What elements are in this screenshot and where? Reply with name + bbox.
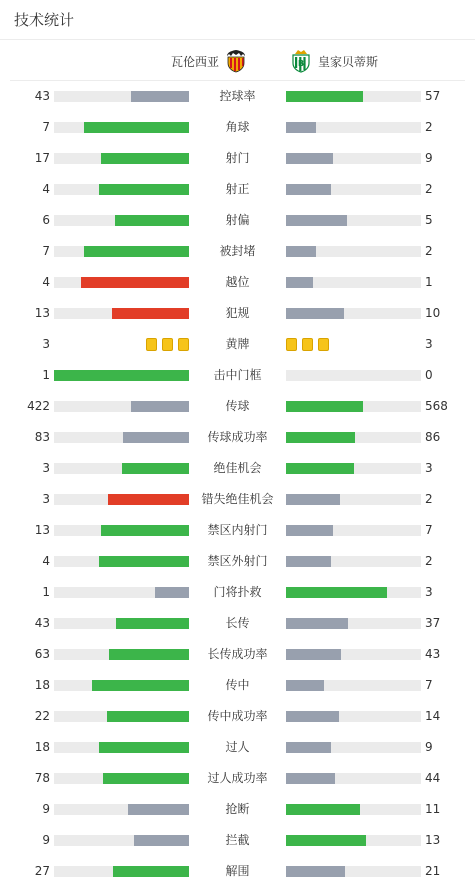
- away-value: 3: [425, 461, 433, 475]
- teams-header: [10, 41, 465, 81]
- yellow-card-icon: [318, 338, 329, 351]
- home-bar-fill: [99, 556, 189, 567]
- away-value: 43: [425, 647, 441, 661]
- away-value: 1: [425, 275, 433, 289]
- away-value: 9: [425, 740, 433, 754]
- stat-label: 黄牌: [225, 337, 250, 351]
- away-bar-fill: [286, 122, 316, 133]
- home-value: 1: [42, 368, 50, 382]
- away-bar-fill: [286, 463, 354, 474]
- home-value: 43: [34, 89, 50, 103]
- home-bar-track: [54, 246, 189, 257]
- stat-label: 拦截: [225, 833, 250, 847]
- home-bar-track: [54, 680, 189, 691]
- away-bar-track: [286, 277, 421, 288]
- stat-row: [0, 298, 475, 329]
- away-bar-track: [286, 835, 421, 846]
- stat-label: 绝佳机会: [213, 461, 262, 475]
- away-value: 2: [425, 120, 433, 134]
- home-bar-fill: [128, 804, 189, 815]
- away-yellow-cards: [286, 338, 329, 351]
- home-value: 17: [34, 151, 50, 165]
- home-bar-track: [54, 804, 189, 815]
- away-bar-fill: [286, 587, 387, 598]
- home-bar-track: [54, 618, 189, 629]
- stat-row: [0, 732, 475, 763]
- home-bar-track: [54, 153, 189, 164]
- away-bar-fill: [286, 835, 366, 846]
- stat-row: [0, 577, 475, 608]
- home-value: 63: [34, 647, 50, 661]
- home-bar-track: [54, 122, 189, 133]
- away-team[interactable]: [290, 47, 378, 75]
- stat-row: [0, 174, 475, 205]
- away-bar-track: [286, 494, 421, 505]
- home-bar-fill: [115, 215, 189, 226]
- stat-row: [0, 143, 475, 174]
- home-value: 18: [34, 740, 50, 754]
- stat-label: 击中门框: [213, 368, 262, 382]
- away-value: 10: [425, 306, 441, 320]
- home-bar-track: [54, 91, 189, 102]
- stat-label: 长传: [225, 616, 250, 630]
- stat-label: 传球成功率: [207, 430, 268, 444]
- away-bar-fill: [286, 866, 345, 877]
- home-value: 9: [42, 833, 50, 847]
- away-bar-track: [286, 91, 421, 102]
- stat-label: 抢断: [225, 802, 250, 816]
- away-value: 2: [425, 182, 433, 196]
- home-bar-track: [54, 711, 189, 722]
- away-bar-fill: [286, 680, 324, 691]
- home-bar-fill: [131, 401, 189, 412]
- home-value: 1: [42, 585, 50, 599]
- home-bar-track: [54, 649, 189, 660]
- betis-crest-icon: [290, 49, 312, 73]
- stat-label: 禁区外射门: [207, 554, 268, 568]
- svg-text:B: B: [297, 59, 305, 68]
- away-bar-track: [286, 804, 421, 815]
- home-yellow-cards: [146, 338, 189, 351]
- away-bar-track: [286, 246, 421, 257]
- away-value: 7: [425, 678, 433, 692]
- stat-label: 犯规: [225, 306, 250, 320]
- away-bar-fill: [286, 618, 348, 629]
- home-bar-fill: [81, 277, 189, 288]
- stat-row: [0, 546, 475, 577]
- home-value: 43: [34, 616, 50, 630]
- away-bar-fill: [286, 308, 344, 319]
- home-bar-fill: [123, 432, 189, 443]
- home-value: 13: [34, 306, 50, 320]
- stat-label: 禁区内射门: [207, 523, 268, 537]
- away-value: 2: [425, 244, 433, 258]
- home-bar-fill: [109, 649, 189, 660]
- home-bar-fill: [99, 742, 189, 753]
- away-bar-track: [286, 742, 421, 753]
- home-value: 3: [42, 492, 50, 506]
- away-bar-fill: [286, 153, 333, 164]
- home-bar-track: [54, 432, 189, 443]
- away-value: 3: [425, 337, 433, 351]
- stat-row: [0, 701, 475, 732]
- away-bar-track: [286, 215, 421, 226]
- away-bar-track: [286, 618, 421, 629]
- stat-row: [0, 267, 475, 298]
- stat-label: 过人成功率: [207, 771, 268, 785]
- home-bar-fill: [92, 680, 189, 691]
- away-bar-track: [286, 370, 421, 381]
- away-bar-fill: [286, 246, 316, 257]
- home-value: 13: [34, 523, 50, 537]
- home-value: 7: [42, 120, 50, 134]
- home-bar-track: [54, 215, 189, 226]
- home-value: 3: [42, 461, 50, 475]
- away-bar-track: [286, 184, 421, 195]
- yellow-card-icon: [146, 338, 157, 351]
- stat-label: 传中成功率: [207, 709, 268, 723]
- away-team-name: 皇家贝蒂斯: [318, 54, 379, 69]
- away-bar-track: [286, 153, 421, 164]
- stat-row: [0, 639, 475, 670]
- home-bar-track: [54, 308, 189, 319]
- away-bar-track: [286, 773, 421, 784]
- stat-row: [0, 360, 475, 391]
- home-value: 4: [42, 275, 50, 289]
- stat-row: [0, 422, 475, 453]
- home-bar-fill: [122, 463, 190, 474]
- stat-row: [0, 453, 475, 484]
- away-bar-fill: [286, 401, 363, 412]
- stat-label: 错失绝佳机会: [201, 492, 274, 506]
- home-bar-track: [54, 866, 189, 877]
- away-bar-fill: [286, 432, 355, 443]
- yellow-card-icon: [178, 338, 189, 351]
- home-bar-fill: [99, 184, 189, 195]
- stat-label: 越位: [225, 275, 250, 289]
- away-value: 2: [425, 554, 433, 568]
- home-bar-track: [54, 835, 189, 846]
- stat-label: 传中: [225, 678, 250, 692]
- away-bar-fill: [286, 277, 313, 288]
- away-bar-fill: [286, 184, 331, 195]
- stat-row: [0, 329, 475, 360]
- yellow-card-icon: [162, 338, 173, 351]
- home-bar-track: [54, 463, 189, 474]
- stat-label: 传球: [225, 399, 250, 413]
- home-bar-fill: [113, 866, 189, 877]
- away-value: 2: [425, 492, 433, 506]
- away-value: 9: [425, 151, 433, 165]
- away-bar-track: [286, 556, 421, 567]
- home-bar-fill: [103, 773, 189, 784]
- home-bar-track: [54, 556, 189, 567]
- home-bar-fill: [84, 122, 189, 133]
- home-bar-track: [54, 494, 189, 505]
- away-value: 13: [425, 833, 441, 847]
- away-bar-track: [286, 525, 421, 536]
- stat-label: 解围: [225, 864, 250, 878]
- home-bar-fill: [112, 308, 189, 319]
- away-bar-fill: [286, 91, 363, 102]
- home-value: 22: [34, 709, 50, 723]
- away-value: 37: [425, 616, 441, 630]
- away-bar-fill: [286, 649, 341, 660]
- stat-label: 门将扑救: [213, 585, 262, 599]
- stat-row: [0, 236, 475, 267]
- away-bar-track: [286, 463, 421, 474]
- away-value: 57: [425, 89, 441, 103]
- home-bar-track: [54, 773, 189, 784]
- away-bar-fill: [286, 494, 340, 505]
- stat-row: [0, 825, 475, 856]
- away-value: 14: [425, 709, 441, 723]
- stat-row: [0, 391, 475, 422]
- away-bar-fill: [286, 556, 331, 567]
- page-title: 技术统计: [14, 11, 75, 29]
- stat-row: [0, 484, 475, 515]
- away-value: 11: [425, 802, 441, 816]
- home-value: 18: [34, 678, 50, 692]
- valencia-crest-icon: [225, 49, 247, 73]
- away-value: 21: [425, 864, 441, 878]
- home-value: 7: [42, 244, 50, 258]
- away-bar-fill: [286, 742, 331, 753]
- away-value: 7: [425, 523, 433, 537]
- home-bar-fill: [131, 91, 189, 102]
- home-team[interactable]: [171, 47, 247, 75]
- stat-label: 角球: [225, 120, 250, 134]
- away-value: 86: [425, 430, 441, 444]
- stat-label: 射正: [225, 182, 250, 196]
- home-value: 6: [42, 213, 50, 227]
- away-bar-fill: [286, 215, 347, 226]
- stat-label: 控球率: [219, 89, 256, 103]
- home-bar-fill: [107, 711, 189, 722]
- away-bar-track: [286, 432, 421, 443]
- stat-row: [0, 81, 475, 112]
- home-value: 27: [34, 864, 50, 878]
- home-bar-track: [54, 587, 189, 598]
- home-bar-track: [54, 742, 189, 753]
- home-team-name: 瓦伦西亚: [170, 54, 219, 69]
- home-bar-fill: [116, 618, 189, 629]
- stat-label: 射门: [225, 151, 250, 165]
- home-bar-track: [54, 184, 189, 195]
- home-value: 4: [42, 554, 50, 568]
- header-divider: [0, 39, 475, 40]
- stat-label: 被封堵: [219, 244, 256, 258]
- home-bar-fill: [155, 587, 189, 598]
- home-bar-track: [54, 277, 189, 288]
- stat-row: [0, 670, 475, 701]
- away-bar-track: [286, 711, 421, 722]
- home-bar-fill: [54, 370, 189, 381]
- yellow-card-icon: [286, 338, 297, 351]
- away-bar-fill: [286, 773, 335, 784]
- away-bar-track: [286, 866, 421, 877]
- home-value: 4: [42, 182, 50, 196]
- home-bar-fill: [101, 153, 189, 164]
- yellow-card-icon: [302, 338, 313, 351]
- home-bar-fill: [108, 494, 189, 505]
- home-bar-fill: [84, 246, 189, 257]
- away-bar-fill: [286, 525, 333, 536]
- away-bar-track: [286, 308, 421, 319]
- stat-label: 射偏: [225, 213, 250, 227]
- away-value: 0: [425, 368, 433, 382]
- home-value: 83: [34, 430, 50, 444]
- home-value: 3: [42, 337, 50, 351]
- home-value: 9: [42, 802, 50, 816]
- away-bar-track: [286, 680, 421, 691]
- stat-row: [0, 112, 475, 143]
- home-bar-track: [54, 370, 189, 381]
- away-value: 568: [425, 399, 448, 413]
- away-bar-track: [286, 401, 421, 412]
- stats-list: [0, 81, 475, 887]
- home-bar-fill: [134, 835, 189, 846]
- stat-row: [0, 763, 475, 794]
- stat-label: 长传成功率: [207, 647, 268, 661]
- away-value: 44: [425, 771, 441, 785]
- away-bar-fill: [286, 711, 339, 722]
- home-value: 78: [34, 771, 50, 785]
- stat-label: 过人: [225, 740, 250, 754]
- home-value: 422: [27, 399, 50, 413]
- stat-row: [0, 515, 475, 546]
- away-bar-track: [286, 122, 421, 133]
- away-bar-fill: [286, 804, 360, 815]
- home-bar-track: [54, 525, 189, 536]
- stat-row: [0, 856, 475, 887]
- stat-row: [0, 794, 475, 825]
- away-bar-track: [286, 587, 421, 598]
- away-value: 3: [425, 585, 433, 599]
- home-bar-fill: [101, 525, 189, 536]
- away-bar-track: [286, 649, 421, 660]
- stat-row: [0, 608, 475, 639]
- away-value: 5: [425, 213, 433, 227]
- stat-row: [0, 205, 475, 236]
- home-bar-track: [54, 401, 189, 412]
